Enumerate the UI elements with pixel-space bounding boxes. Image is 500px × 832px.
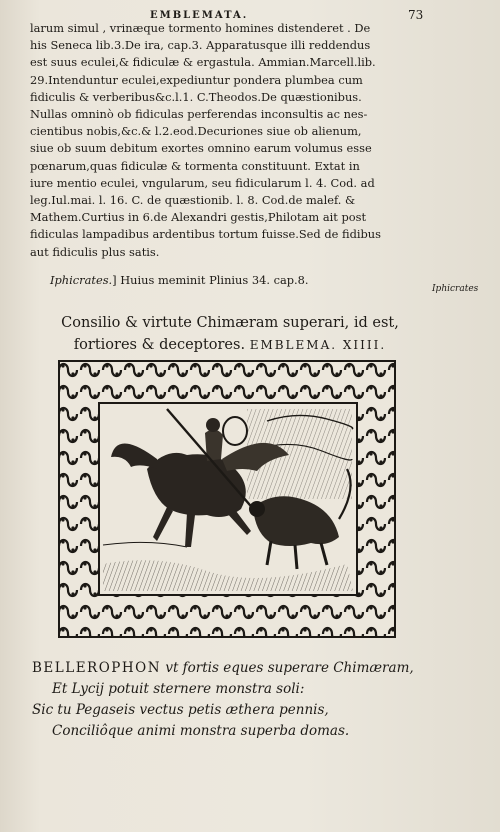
commentary-line: fidiculis & verberibus&c.l.1. C.Theodos.De quæstionibus. — [30, 89, 362, 104]
margin-note: Iphicrates — [432, 284, 479, 294]
motto-line-2: fortiores & deceptores. — [73, 337, 246, 353]
commentary-line: his Seneca lib.3.De ira, cap.3. Apparatusque illi reddendus — [30, 38, 371, 53]
page-number: 73 — [408, 8, 424, 22]
verse-line-1 — [32, 658, 432, 679]
commentary-line: pœnarum,quas fidiculæ & tormenta constituunt. Extat in — [30, 158, 360, 173]
commentary-line: 29.Intenduntur eculei,expediuntur pondera plumbea cum — [30, 72, 363, 87]
note-name: Iphicrates. — [50, 273, 113, 287]
woodcut-icon — [57, 359, 397, 639]
commentary-line: leg.Iul.mai. l. 16. C. de quæstionib. l. 8. Cod.de malef. & — [30, 193, 356, 208]
commentary-text — [30, 20, 402, 261]
commentary-line: fidiculas lampadibus ardentibus tortum fuisse.Sed de fidibus — [30, 227, 381, 242]
verse-line-3: Sic tu Pegaseis vectus petis æthera pennis, — [32, 702, 329, 718]
verse-name: BELLEROPHON — [32, 660, 162, 676]
motto-line-1: Consilio & virtute Chimæram superari, id est, — [61, 315, 399, 331]
running-head: EMBLEMATA. — [150, 10, 249, 21]
verse-line-2: Et Lycij potuit sternere monstra soli: — [52, 681, 305, 697]
emblem-label: EMBLEMA. XIIII. — [249, 338, 387, 352]
emblem-verses — [32, 658, 432, 742]
commentary-line: iure mentio eculei, vngularum, seu fidicularum l. 4. Cod. ad — [30, 175, 375, 190]
emblem-woodcut — [57, 359, 397, 639]
verse-line-1-rest: vt fortis eques superare Chimæram, — [161, 660, 414, 676]
verse-line-4: Conciliôque animi monstra superba domas. — [52, 723, 350, 739]
emblem-motto — [40, 312, 420, 356]
commentary-line: Nullas omninò ob fidiculas perferendas inconsultis ac nes- — [30, 107, 368, 122]
commentary-line: larum simul , vrinæque tormento homines distenderet . De — [30, 21, 371, 35]
commentary-line: aut fidiculis plus satis. — [30, 244, 160, 259]
note-line — [50, 273, 309, 287]
note-text: ] Huius meminit Plinius 34. cap.8. — [112, 273, 309, 287]
commentary-line: Mathem.Curtius in 6.de Alexandri gestis,Philotam ait post — [30, 210, 367, 225]
commentary-line: cientibus nobis,&c.& l.2.eod.Decuriones siue ob alienum, — [30, 124, 362, 139]
commentary-line: siue ob suum debitum exortes omnino earum volumus esse — [30, 141, 372, 156]
commentary-line: est suus eculei,& fidiculæ & ergastula. Ammian.Marcell.lib. — [30, 55, 376, 70]
